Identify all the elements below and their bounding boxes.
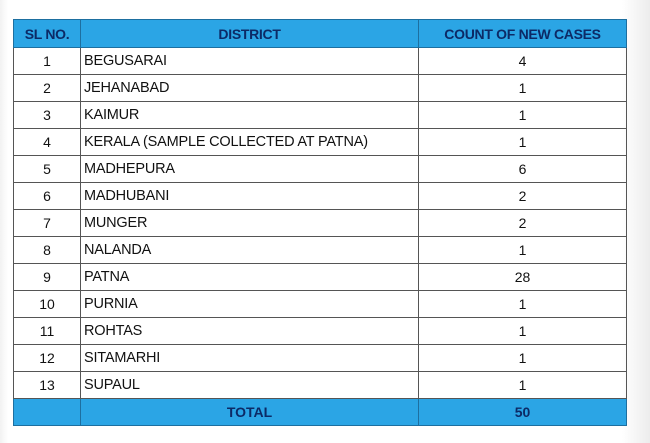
total-row — [14, 399, 627, 426]
table-row — [14, 156, 627, 183]
count-cell: 1 — [419, 129, 627, 156]
count-cell: 1 — [419, 345, 627, 372]
sl-cell: 9 — [14, 264, 81, 291]
district-cell: KERALA (SAMPLE COLLECTED AT PATNA) — [81, 129, 419, 156]
table-row — [14, 129, 627, 156]
sl-cell: 13 — [14, 372, 81, 399]
table-row — [14, 102, 627, 129]
sl-cell: 6 — [14, 183, 81, 210]
total-count: 50 — [419, 399, 627, 426]
table-row — [14, 210, 627, 237]
count-cell: 1 — [419, 75, 627, 102]
district-cell: MUNGER — [81, 210, 419, 237]
table-row — [14, 291, 627, 318]
count-cell: 28 — [419, 264, 627, 291]
count-cell: 2 — [419, 183, 627, 210]
sl-cell: 5 — [14, 156, 81, 183]
header-row — [14, 20, 627, 48]
count-cell: 1 — [419, 372, 627, 399]
district-cell: NALANDA — [81, 237, 419, 264]
district-cell: SUPAUL — [81, 372, 419, 399]
count-cell: 1 — [419, 318, 627, 345]
count-cell: 4 — [419, 48, 627, 75]
table-row — [14, 237, 627, 264]
sl-cell: 10 — [14, 291, 81, 318]
district-cell: MADHEPURA — [81, 156, 419, 183]
count-cell: 1 — [419, 291, 627, 318]
header-count: COUNT OF NEW CASES — [419, 20, 627, 48]
district-cell: PURNIA — [81, 291, 419, 318]
sl-cell: 11 — [14, 318, 81, 345]
count-cell: 6 — [419, 156, 627, 183]
sl-cell: 12 — [14, 345, 81, 372]
sl-cell: 7 — [14, 210, 81, 237]
table-row — [14, 48, 627, 75]
sl-cell: 1 — [14, 48, 81, 75]
header-sl-no: SL NO. — [14, 20, 81, 48]
total-label: TOTAL — [81, 399, 419, 426]
district-cell: ROHTAS — [81, 318, 419, 345]
header-district: DISTRICT — [81, 20, 419, 48]
count-cell: 2 — [419, 210, 627, 237]
count-cell: 1 — [419, 102, 627, 129]
district-cell: BEGUSARAI — [81, 48, 419, 75]
sl-cell: 8 — [14, 237, 81, 264]
district-cell: SITAMARHI — [81, 345, 419, 372]
table-row — [14, 345, 627, 372]
sl-cell: 3 — [14, 102, 81, 129]
table-row — [14, 318, 627, 345]
district-cell: KAIMUR — [81, 102, 419, 129]
count-cell: 1 — [419, 237, 627, 264]
table-row — [14, 183, 627, 210]
district-cell: PATNA — [81, 264, 419, 291]
table-row — [14, 264, 627, 291]
cases-table — [13, 19, 627, 426]
district-cell: MADHUBANI — [81, 183, 419, 210]
district-cell: JEHANABAD — [81, 75, 419, 102]
sl-cell: 4 — [14, 129, 81, 156]
sl-cell: 2 — [14, 75, 81, 102]
total-empty-cell — [14, 399, 81, 426]
table-row — [14, 75, 627, 102]
table-row — [14, 372, 627, 399]
